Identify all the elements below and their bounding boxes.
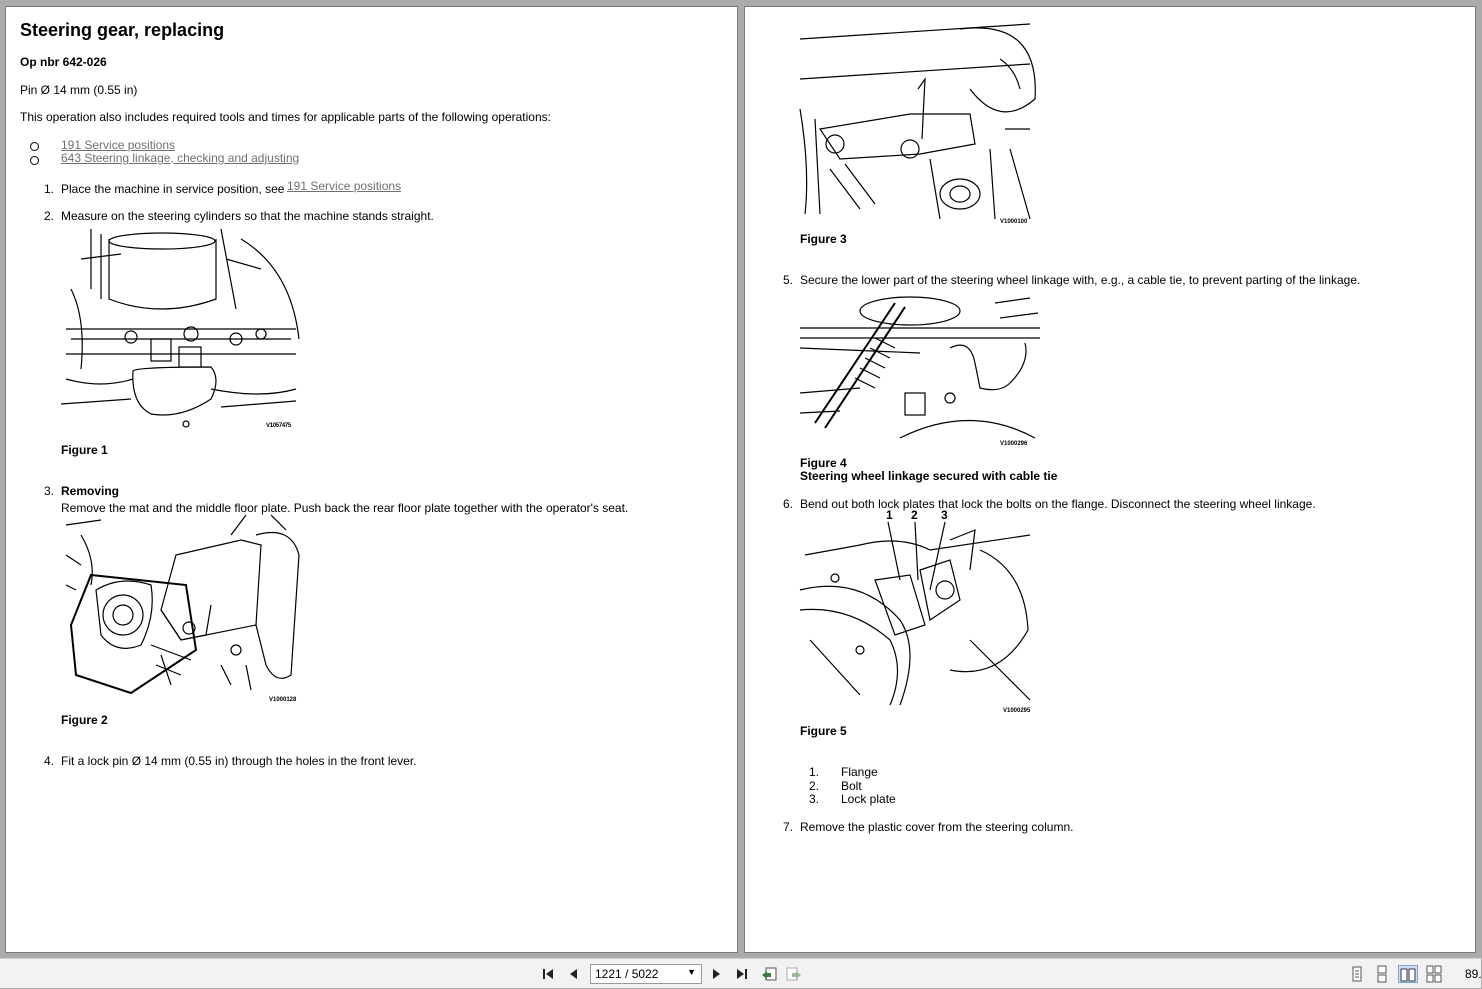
last-page-icon bbox=[732, 965, 750, 983]
document-page-right bbox=[744, 6, 1476, 953]
legend-number: 3. bbox=[809, 792, 820, 806]
intro-text: This operation also includes required tools and times for applicable parts of the following operations: bbox=[20, 110, 551, 124]
dropdown-arrow-icon: ▼ bbox=[687, 967, 696, 977]
facing-pages-icon bbox=[1399, 966, 1417, 984]
zoom-level[interactable]: 89. bbox=[1465, 967, 1482, 981]
figure-3-illustration bbox=[800, 19, 1040, 225]
continuous-facing-view-button[interactable] bbox=[1425, 965, 1443, 983]
bullet-icon bbox=[30, 142, 39, 151]
step-number: 1. bbox=[43, 182, 54, 196]
pin-spec: Pin Ø 14 mm (0.55 in) bbox=[20, 83, 138, 97]
legend-label: Bolt bbox=[841, 779, 862, 793]
figure-5-caption: Figure 5 bbox=[800, 724, 847, 738]
next-view-button[interactable] bbox=[785, 965, 803, 983]
next-page-icon bbox=[707, 965, 725, 983]
figure-2-caption: Figure 2 bbox=[61, 713, 108, 727]
figure-5-code: V1000295 bbox=[1003, 708, 1031, 714]
document-page-left bbox=[5, 6, 738, 953]
step-number: 6. bbox=[782, 497, 793, 511]
step-number: 5. bbox=[782, 273, 793, 287]
next-page-button[interactable] bbox=[707, 965, 725, 983]
link-service-positions[interactable]: 191 Service positions bbox=[61, 138, 176, 152]
link-steering-linkage[interactable]: 643 Steering linkage, checking and adjusting bbox=[61, 151, 300, 165]
step-7-text: Remove the plastic cover from the steering column. bbox=[800, 820, 1074, 834]
continuous-facing-icon bbox=[1425, 965, 1443, 983]
bullet-icon bbox=[30, 156, 39, 165]
previous-page-button[interactable] bbox=[565, 965, 583, 983]
last-page-button[interactable] bbox=[732, 965, 750, 983]
navigation-toolbar bbox=[0, 958, 1481, 988]
figure-5-illustration bbox=[800, 510, 1040, 715]
figure-4-caption: Figure 4 bbox=[800, 456, 847, 470]
page-indicator: 1221 / 5022 bbox=[595, 967, 659, 981]
page-title: Steering gear, replacing bbox=[20, 20, 225, 40]
figure-4-code: V1000296 bbox=[1000, 441, 1028, 447]
first-page-icon bbox=[540, 965, 558, 983]
figure-3-caption: Figure 3 bbox=[800, 232, 847, 246]
step-1-text: Place the machine in service position, see bbox=[61, 182, 285, 196]
previous-view-button[interactable] bbox=[760, 965, 778, 983]
callout-2: 2 bbox=[911, 508, 918, 522]
figure-1-illustration bbox=[61, 229, 301, 429]
continuous-page-icon bbox=[1373, 965, 1391, 983]
figure-2-code: V1000128 bbox=[269, 697, 297, 703]
page-number-select[interactable] bbox=[590, 964, 702, 984]
figure-4-subcaption: Steering wheel linkage secured with cable tie bbox=[800, 469, 1058, 483]
step-number: 3. bbox=[43, 484, 54, 498]
legend-number: 1. bbox=[809, 765, 820, 779]
link-step1-service-positions[interactable]: 191 Service positions bbox=[287, 179, 402, 193]
legend-label: Lock plate bbox=[841, 792, 896, 806]
previous-view-icon bbox=[760, 965, 778, 983]
single-page-view-button[interactable] bbox=[1348, 965, 1366, 983]
figure-4-illustration bbox=[800, 293, 1040, 447]
figure-3-code: V1000100 bbox=[1000, 219, 1028, 225]
previous-page-icon bbox=[565, 965, 583, 983]
figure-2-illustration bbox=[61, 515, 301, 703]
step-5-text: Secure the lower part of the steering wheel linkage with, e.g., a cable tie, to prevent parting of the linkage. bbox=[800, 273, 1361, 287]
callout-3: 3 bbox=[941, 508, 948, 522]
legend-label: Flange bbox=[841, 765, 878, 779]
first-page-button[interactable] bbox=[540, 965, 558, 983]
legend-number: 2. bbox=[809, 779, 820, 793]
step-number: 7. bbox=[782, 820, 793, 834]
op-number: Op nbr 642-026 bbox=[20, 55, 107, 69]
step-3-heading: Removing bbox=[61, 484, 120, 498]
step-number: 4. bbox=[43, 754, 54, 768]
single-page-icon bbox=[1348, 965, 1366, 983]
continuous-view-button[interactable] bbox=[1373, 965, 1391, 983]
callout-1: 1 bbox=[886, 508, 893, 522]
step-2-text: Measure on the steering cylinders so that the machine stands straight. bbox=[61, 209, 434, 223]
figure-1-code: V1057475 bbox=[266, 423, 291, 429]
step-6-text: Bend out both lock plates that lock the bolts on the flange. Disconnect the steering wheel linkage. bbox=[800, 497, 1316, 511]
figure-1-caption: Figure 1 bbox=[61, 443, 108, 457]
step-4-text: Fit a lock pin Ø 14 mm (0.55 in) through the holes in the front lever. bbox=[61, 754, 417, 768]
next-view-icon bbox=[785, 965, 803, 983]
step-3-text: Remove the mat and the middle floor plate. Push back the rear floor plate together with the operator's seat. bbox=[61, 501, 629, 515]
step-number: 2. bbox=[43, 209, 54, 223]
facing-pages-view-button[interactable] bbox=[1398, 965, 1418, 983]
